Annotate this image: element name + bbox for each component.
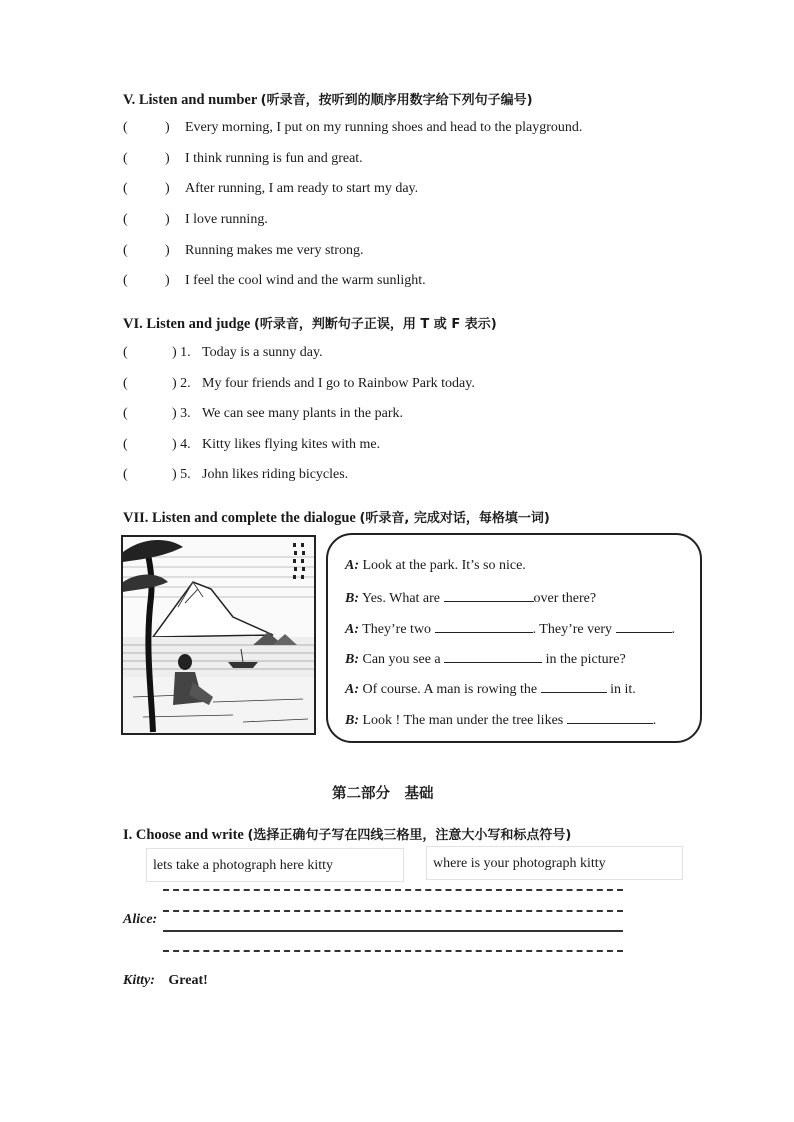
- choice-option: lets take a photograph here kitty: [146, 848, 404, 882]
- section-5-heading: [123, 89, 533, 109]
- dialogue-line: [345, 711, 656, 729]
- choice-option: where is your photograph kitty: [426, 846, 683, 880]
- answer-paren-close: ): [165, 181, 170, 196]
- answer-blank[interactable]: [444, 589, 534, 602]
- alice-label: Alice:: [123, 912, 158, 927]
- writing-line-solid[interactable]: [163, 930, 623, 932]
- answer-blank[interactable]: [435, 620, 533, 633]
- section-5-title-cn: (听录音，按听到的顺序用数字给下列句子编号): [260, 93, 533, 108]
- answer-paren-open: (: [123, 437, 128, 452]
- dialogue-text: in it.: [610, 682, 636, 697]
- dialogue-line: [345, 680, 636, 698]
- answer-blank[interactable]: [444, 650, 542, 663]
- dialogue-text: Look ! The man under the tree likes: [362, 713, 564, 728]
- answer-blank[interactable]: [541, 680, 607, 693]
- speaker-label: A:: [345, 558, 359, 573]
- judge-sentence: John likes riding bicycles.: [202, 467, 349, 482]
- answer-paren-open: (: [123, 467, 128, 482]
- item-number: ) 5.: [172, 467, 191, 482]
- kitty-reply: Great!: [168, 973, 208, 988]
- dialogue-line: [345, 620, 675, 638]
- speaker-label: A:: [345, 622, 359, 637]
- answer-blank[interactable]: [567, 711, 653, 724]
- listen-number-sentence: Running makes me very strong.: [185, 243, 364, 258]
- writing-line-dashed: [163, 910, 623, 912]
- dialogue-text: Of course. A man is rowing the: [362, 682, 538, 697]
- section-5-title: V. Listen and number: [123, 92, 258, 108]
- dialogue-line: [345, 589, 596, 607]
- answer-paren-open: (: [123, 345, 128, 360]
- answer-paren-close: ): [165, 151, 170, 166]
- answer-paren-open: (: [123, 120, 128, 135]
- answer-paren-open: (: [123, 243, 128, 258]
- dialogue-text: in the picture?: [545, 652, 626, 667]
- dialogue-text: .: [652, 713, 657, 728]
- dialogue-line: [345, 650, 626, 668]
- dialogue-text: They’re two: [362, 622, 432, 637]
- item-number: ) 4.: [172, 437, 191, 452]
- answer-paren-open: (: [123, 273, 128, 288]
- section-1-heading: [123, 824, 571, 844]
- section-1-title-cn: (选择正确句子写在四线三格里，注意大小写和标点符号): [247, 828, 572, 843]
- landscape-drawing: [123, 537, 314, 733]
- park-illustration: [121, 535, 316, 735]
- dialogue-line: [345, 558, 526, 574]
- answer-paren-open: (: [123, 406, 128, 421]
- part-2-title: 第二部分 基础: [332, 786, 434, 802]
- answer-paren-close: ): [165, 120, 170, 135]
- judge-sentence: Kitty likes flying kites with me.: [202, 437, 381, 452]
- writing-line-dashed: [163, 950, 623, 952]
- dialogue-text: over there?: [533, 591, 597, 606]
- section-6-title-cn: (听录音，判断句子正误，用 T 或 F 表示): [253, 317, 497, 332]
- judge-sentence: My four friends and I go to Rainbow Park today.: [202, 376, 475, 391]
- judge-sentence: We can see many plants in the park.: [202, 406, 404, 421]
- dialogue-text: .: [671, 622, 675, 637]
- judge-sentence: Today is a sunny day.: [202, 345, 323, 360]
- writing-line-dashed: [163, 889, 623, 891]
- listen-number-sentence: I love running.: [185, 212, 268, 227]
- listen-number-sentence: I feel the cool wind and the warm sunlight.: [185, 273, 426, 288]
- answer-paren-open: (: [123, 376, 128, 391]
- speaker-label: A:: [345, 682, 359, 697]
- dialogue-text: Can you see a: [362, 652, 441, 667]
- section-1-title: I. Choose and write: [123, 827, 244, 843]
- section-6-title: VI. Listen and judge: [123, 316, 251, 332]
- item-number: ) 1.: [172, 345, 191, 360]
- section-6-heading: [123, 313, 497, 333]
- listen-number-sentence: Every morning, I put on my running shoes and head to the playground.: [185, 120, 583, 135]
- answer-paren-close: ): [165, 212, 170, 227]
- dialogue-text: Look at the park. It’s so nice.: [362, 558, 526, 573]
- dialogue-text: Yes. What are: [361, 591, 441, 606]
- answer-paren-close: ): [165, 273, 170, 288]
- speaker-label: B:: [345, 652, 359, 667]
- kitty-label: Kitty:: [123, 973, 155, 988]
- answer-paren-open: (: [123, 212, 128, 227]
- item-number: ) 3.: [172, 406, 191, 421]
- item-number: ) 2.: [172, 376, 191, 391]
- answer-blank[interactable]: [616, 620, 672, 633]
- listen-number-sentence: After running, I am ready to start my day.: [185, 181, 419, 196]
- answer-paren-open: (: [123, 181, 128, 196]
- section-7-title: VII. Listen and complete the dialogue: [123, 510, 356, 526]
- section-7-heading: [123, 507, 550, 527]
- kitty-line: [123, 973, 208, 989]
- section-7-title-cn: (听录音, 完成对话，每格填一词): [359, 511, 550, 526]
- answer-paren-close: ): [165, 243, 170, 258]
- dialogue-text: . They’re very: [532, 622, 612, 637]
- speaker-label: B:: [345, 591, 359, 606]
- speaker-label: B:: [345, 713, 359, 728]
- answer-paren-open: (: [123, 151, 128, 166]
- listen-number-sentence: I think running is fun and great.: [185, 151, 363, 166]
